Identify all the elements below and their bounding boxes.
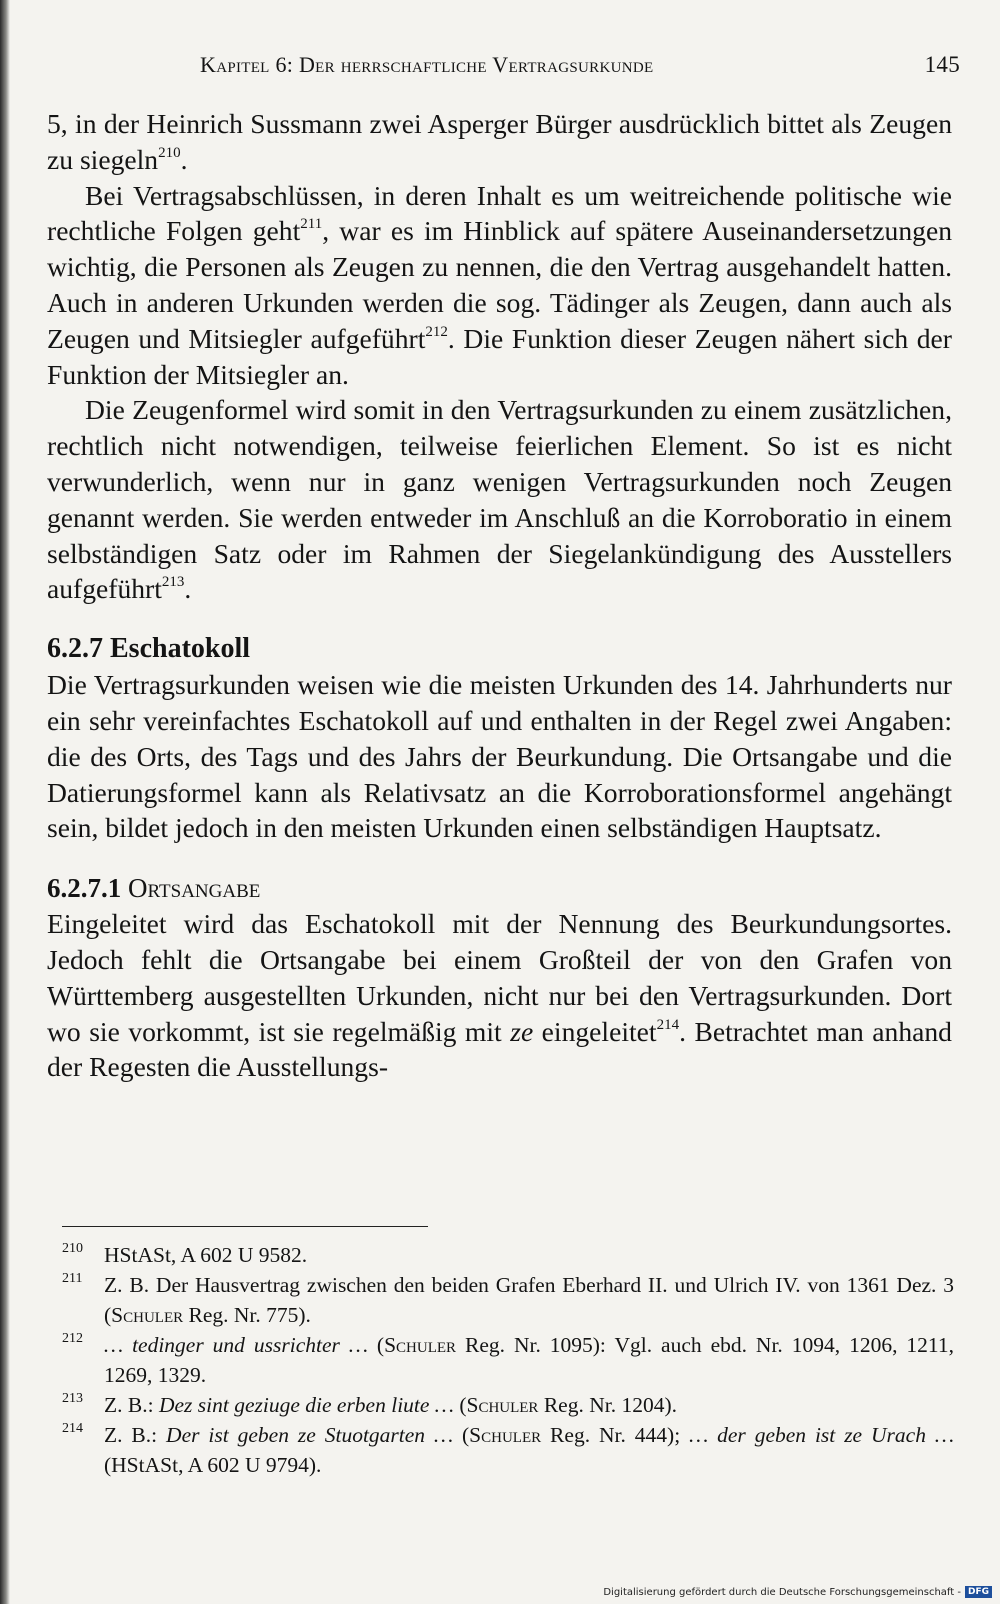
footnote-separator [62,1226,428,1227]
subsection-title: Ortsangabe [128,873,261,904]
footnote: 210 HStASt, A 602 U 9582. [62,1240,954,1270]
footnote: 213 Z. B.: Dez sint geziuge die erben liute … (Schuler Reg. Nr. 1204). [62,1390,954,1420]
footnote: 214 Z. B.: Der ist geben ze Stuotgarten … (Schuler Reg. Nr. 444); … der geben ist ze Urach … (HStASt, A 602 U 9794). [62,1420,954,1480]
subsection-number: 6.2.7.1 [47,873,122,904]
main-text [47,106,952,1085]
paragraph: 5, in der Heinrich Sussmann zwei Asperger Bürger ausdrücklich bittet als Zeugen zu siegeln$^{210}$. [47,108,952,175]
footnote-ref[interactable]: 210 [158,144,181,161]
section-heading: 6.2.7 Eschatokoll [47,633,251,665]
running-header [200,52,960,78]
footnotes [62,1240,954,1480]
paragraph: Eingeleitet wird das Eschatokoll mit der Nennung des Beurkundungsortes. Jedoch fehlt die Ortsangabe bei einem Großteil der von den Grafen von Württemberg ausgestellten Urkunden, nicht nur bei den Vertragsurkunden. Dort wo sie vorkommt, ist sie regelmäßig mit ze eingeleitet$^{214}$. Betrachtet man anhand der Regesten die Ausstellungs- [47,908,952,1083]
book-spine-shadow [0,0,10,1604]
running-title: Kapitel 6: Der herrschaftliche Vertragsurkunde [200,52,654,77]
footnote-ref[interactable]: 212 [425,323,448,340]
subsection-heading [47,870,952,906]
paragraph: Die Vertragsurkunden weisen wie die meisten Urkunden des 14. Jahrhunderts nur ein sehr vereinfachtes Eschatokoll auf und enthalten in der Regel zwei Angaben: die des Orts, des Tags und des Jahrs der Beurkundung. Die Ortsangabe und die Datierungsformel kann als Relativsatz an die Korroborationsformel angehängt sein, bildet jedoch in den meisten Urkunden einen selbständigen Hauptsatz. [47,669,952,844]
credit-text: Digitalisierung gefördert durch die Deutsche Forschungsgemeinschaft - [603,1586,961,1598]
footnote-number: 214 [62,1421,83,1436]
footnote-number: 210 [62,1241,83,1256]
paragraph: Bei Vertragsabschlüssen, in deren Inhalt es um weitreichende politische wie rechtliche Folgen geht$^{211}$, war es im Hinblick auf spätere Auseinandersetzungen wichtig, die Personen als Zeugen zu nennen, die den Vertrag ausgehandelt hatten. Auch in anderen Urkunden werden die sog. Tädinger als Zeugen, dann auch als Zeugen und Mitsiegler aufgeführt$^{212}$. Die Funktion dieser Zeugen nähert sich der Funktion der Mitsiegler an. [47,179,952,390]
page-number: 145 [924,52,960,77]
digitization-credit [603,1586,992,1598]
footnote: 212 … tedinger und ussrichter … (Schuler Reg. Nr. 1095): Vgl. auch ebd. Nr. 1094, 1206, 1211, 1269, 1329. [62,1330,954,1390]
paragraph: Die Zeugenformel wird somit in den Vertragsurkunden zu einem zusätzlichen, rechtlich nicht notwendigen, teilweise feierlichen Element. So ist es nicht verwunderlich, wenn nur in ganz wenigen Vertragsurkunden noch Zeugen genannt werden. Sie werden entweder im Anschluß an die Korroboratio in einem selbständigen Satz oder im Rahmen der Siegelankündigung des Ausstellers aufgeführt$^{213}$. [47,394,952,605]
dfg-logo: DFG [965,1586,992,1598]
footnote-ref[interactable]: 214 [656,1016,680,1033]
footnote-number: 213 [62,1391,83,1406]
footnote-number: 212 [62,1331,83,1346]
footnote-number: 211 [62,1271,83,1286]
footnote: 211 Z. B. Der Hausvertrag zwischen den beiden Grafen Eberhard II. und Ulrich IV. von 1361 Dez. 3 (Schuler Reg. Nr. 775). [62,1270,954,1330]
footnote-ref[interactable]: 213 [161,574,185,591]
footnote-ref[interactable]: 211 [300,216,323,233]
